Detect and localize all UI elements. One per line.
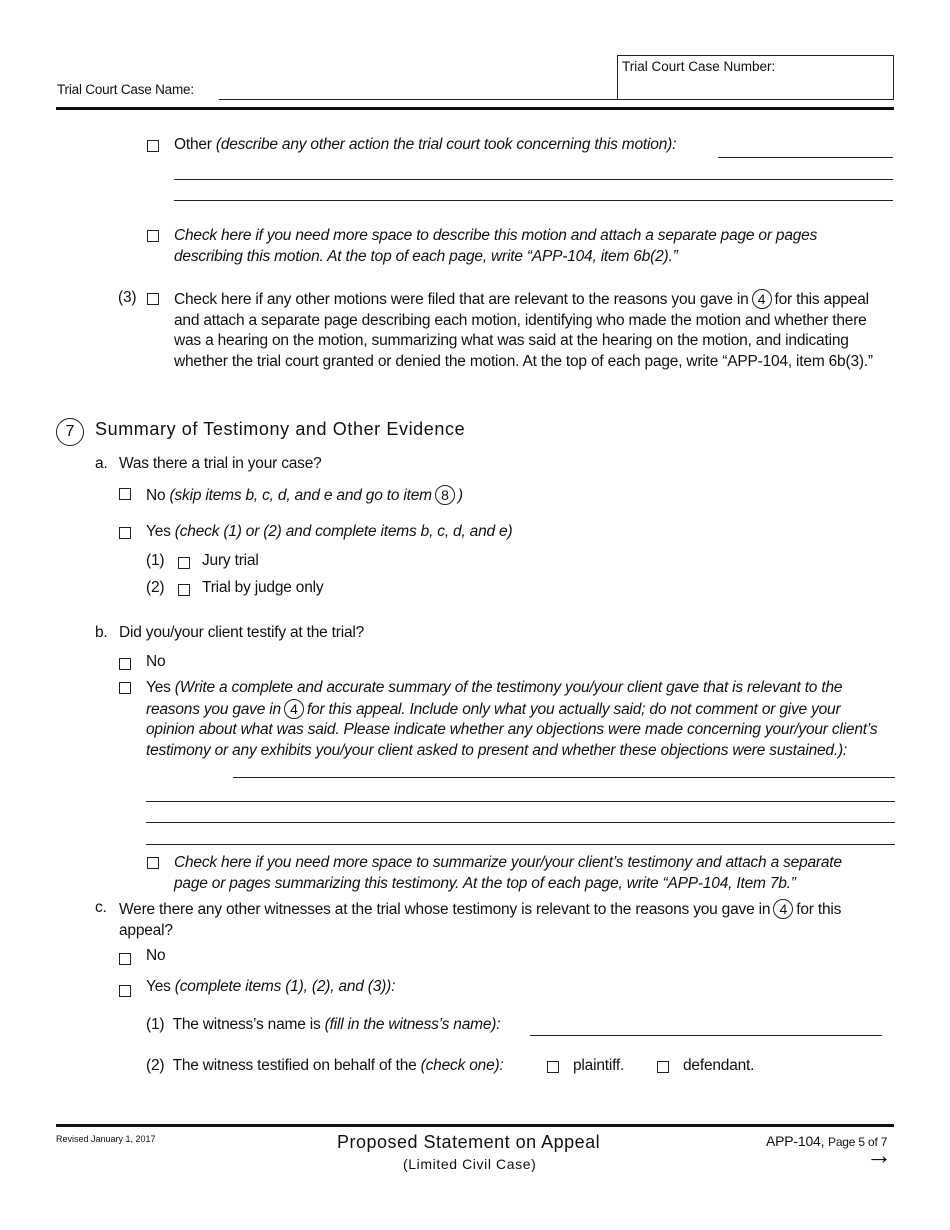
testify-yes-text: Yes (Write a complete and accurate summary of the testimony you/your client gave that is relevant to the reasons you gave in 4 for this appeal. Include only what you actually said; do not comment or give your opinion about what was said. Please indicate whether any objections were made concerning your/your client’s testimony or any exhibits you/your client asked to present and whether these objections were sustained.): xyxy=(146,679,878,759)
testimony-field-3[interactable] xyxy=(146,822,895,823)
trial-no-checkbox[interactable] xyxy=(119,488,131,500)
item-a-letter: a. xyxy=(95,455,108,472)
other-motion-field-2[interactable] xyxy=(174,179,893,180)
revised-date: Revised January 1, 2017 xyxy=(56,1134,156,1144)
testify-no-checkbox[interactable] xyxy=(119,658,131,670)
jury-trial-label: Jury trial xyxy=(202,552,259,569)
footer-title: Proposed Statement on Appeal xyxy=(337,1132,601,1152)
testify-yes-checkbox[interactable] xyxy=(119,682,131,694)
judge-trial-number: (2) xyxy=(146,579,165,596)
item-a-question: Was there a trial in your case? xyxy=(119,455,322,472)
header-rule xyxy=(56,107,894,110)
defendant-checkbox[interactable] xyxy=(657,1061,669,1073)
witness-name-row: (1) The witness’s name is (fill in the witness’s name): xyxy=(146,1016,501,1033)
form-id-page: APP-104, Page 5 of 7 xyxy=(766,1133,888,1149)
witness-yes-checkbox[interactable] xyxy=(119,985,131,997)
section-number-circle: 7 xyxy=(56,418,84,446)
trial-yes-checkbox[interactable] xyxy=(119,527,131,539)
item-ref-circle: 4 xyxy=(773,899,793,919)
plaintiff-checkbox[interactable] xyxy=(547,1061,559,1073)
item-b-letter: b. xyxy=(95,624,108,641)
item-6b3-number: (3) xyxy=(118,289,137,306)
case-number-box[interactable] xyxy=(617,55,894,100)
jury-trial-number: (1) xyxy=(146,552,165,569)
testify-no-label: No xyxy=(146,653,166,670)
case-name-label: Trial Court Case Name: xyxy=(57,82,194,97)
defendant-label: defendant. xyxy=(683,1057,755,1074)
jury-trial-checkbox[interactable] xyxy=(178,557,190,569)
witness-behalf-row: (2) The witness testified on behalf of the (check one): xyxy=(146,1057,504,1074)
next-page-arrow-icon[interactable]: → xyxy=(866,1140,892,1170)
testimony-field-2[interactable] xyxy=(146,801,895,802)
plaintiff-label: plaintiff. xyxy=(573,1057,625,1074)
item-6b3-text: Check here if any other motions were filed that are relevant to the reasons you gave in 4 for this appeal and attach a separate page describing each motion, identifying who made the motion and whether there was a hearing on the motion, summarizing what was said at the hearing on the motion, and indicating whether the trial court granted or denied the motion. At the top of each page, write “APP-104, item 6b(3).” xyxy=(174,291,873,370)
item-c-question: Were there any other witnesses at the trial whose testimony is relevant to the reasons you gave in 4 for this appeal? xyxy=(119,901,842,939)
item-ref-circle: 8 xyxy=(435,485,455,505)
testimony-field-1[interactable] xyxy=(233,777,895,778)
item-ref-circle: 4 xyxy=(284,699,304,719)
trial-no-label: No (skip items b, c, d, and e and go to item 8 ) xyxy=(146,487,463,504)
testimony-field-4[interactable] xyxy=(146,844,895,845)
more-space-6b2-text: Check here if you need more space to describe this motion and attach a separate page or pages describing this motion. At the top of each page, write “APP-104, item 6b(2).” xyxy=(174,227,818,265)
more-space-6b2-checkbox[interactable] xyxy=(147,230,159,242)
trial-yes-label: Yes (check (1) or (2) and complete items b, c, d, and e) xyxy=(146,523,513,540)
more-space-7b-text: Check here if you need more space to summarize your/your client’s testimony and attach a separate page or pages summarizing this testimony. At the top of each page, write “APP-104, Item 7b.” xyxy=(174,854,842,892)
witness-no-label: No xyxy=(146,947,166,964)
other-motion-checkbox[interactable] xyxy=(147,140,159,152)
footer-subtitle: (Limited Civil Case) xyxy=(403,1156,537,1172)
item-ref-circle: 4 xyxy=(752,289,772,309)
other-motion-label: Other (describe any other action the trial court took concerning this motion): xyxy=(174,136,677,153)
other-motion-field-3[interactable] xyxy=(174,200,893,201)
case-name-field[interactable] xyxy=(219,99,617,100)
item-6b3-checkbox[interactable] xyxy=(147,293,159,305)
other-motion-field-1[interactable] xyxy=(718,157,893,158)
witness-no-checkbox[interactable] xyxy=(119,953,131,965)
item-b-question: Did you/your client testify at the trial? xyxy=(119,624,365,641)
item-c-letter: c. xyxy=(95,899,107,916)
case-number-label: Trial Court Case Number: xyxy=(622,59,776,74)
judge-trial-checkbox[interactable] xyxy=(178,584,190,596)
judge-trial-label: Trial by judge only xyxy=(202,579,324,596)
footer-rule xyxy=(56,1124,894,1127)
more-space-7b-checkbox[interactable] xyxy=(147,857,159,869)
witness-name-field[interactable] xyxy=(530,1035,882,1036)
section-title: Summary of Testimony and Other Evidence xyxy=(95,419,466,439)
witness-yes-label: Yes (complete items (1), (2), and (3)): xyxy=(146,978,396,995)
